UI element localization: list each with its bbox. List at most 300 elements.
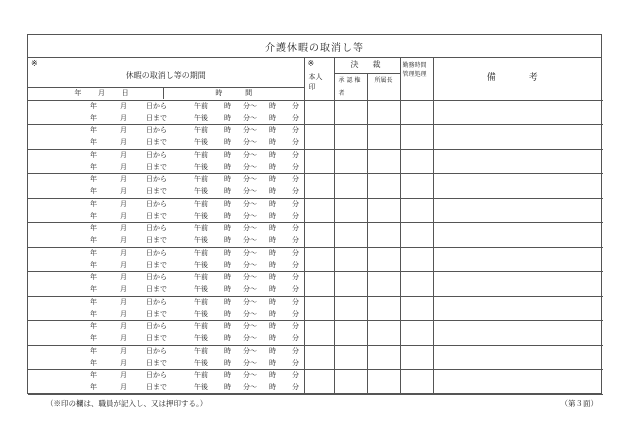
stamp-cell[interactable]: [304, 272, 334, 297]
period-hour: 時: [224, 236, 231, 244]
stamp-cell[interactable]: [304, 321, 334, 346]
period-min_to: 分: [292, 224, 299, 232]
period-hour2: 時: [269, 371, 276, 379]
stamp-cell[interactable]: [304, 247, 334, 272]
period-min_to: 分: [292, 187, 299, 195]
attendance-cell[interactable]: [400, 321, 433, 346]
remarks-cell[interactable]: [433, 247, 603, 272]
period-min_from: 分〜: [243, 334, 257, 342]
period-month: 月: [120, 383, 127, 391]
period-hour2: 時: [269, 101, 276, 110]
period-min_from: 分〜: [243, 126, 257, 134]
period-hour: 時: [224, 371, 231, 379]
chief-cell[interactable]: [367, 321, 400, 346]
period-min_to: 分: [292, 175, 299, 183]
period-year: 年: [90, 334, 97, 342]
period-min_to: 分: [292, 273, 299, 281]
period-day: 日まで: [146, 211, 167, 220]
period-year: 年: [90, 358, 97, 367]
period-hour: 時: [224, 224, 231, 232]
period-day: 日まで: [146, 236, 167, 244]
remarks-cell[interactable]: [433, 125, 603, 150]
period-hour: 時: [224, 309, 231, 318]
period-line: [28, 199, 304, 211]
period-line: [28, 211, 304, 223]
footer-note: （※印の欄は、職員が記入し、又は押印する。）: [46, 399, 208, 408]
chief-cell[interactable]: [367, 174, 400, 199]
period-ampm: 午前: [194, 371, 208, 379]
stamp-cell[interactable]: [304, 100, 334, 125]
period-year: 年: [90, 162, 97, 171]
approver-cell[interactable]: [334, 198, 367, 223]
period-cell[interactable]: [28, 247, 304, 272]
approver-char-2: 認: [346, 76, 353, 84]
period-day: 日まで: [146, 162, 167, 171]
period-hour2: 時: [269, 199, 276, 208]
period-min_to: 分: [292, 248, 299, 257]
approver-cell[interactable]: [334, 345, 367, 370]
period-min_from: 分〜: [243, 309, 257, 318]
leave-table: [28, 58, 603, 395]
period-min_from: 分〜: [243, 199, 257, 208]
chief-cell[interactable]: [367, 272, 400, 297]
period-min_from: 分〜: [243, 260, 257, 269]
table-row: [28, 100, 603, 125]
period-ampm: 午後: [194, 113, 208, 122]
period-hour2: 時: [269, 236, 276, 244]
period-day: 日まで: [146, 138, 167, 146]
period-cell[interactable]: [28, 100, 304, 125]
period-ampm: 午前: [194, 322, 208, 330]
stamp-mark: ※: [307, 59, 315, 68]
period-month: 月: [120, 285, 127, 293]
attendance-cell[interactable]: [400, 345, 433, 370]
period-year: 年: [90, 101, 97, 110]
approver-cell[interactable]: [334, 272, 367, 297]
period-header: 休暇の取消し等の期間: [125, 71, 206, 81]
attendance-cell[interactable]: [400, 149, 433, 174]
period-ampm: 午後: [194, 187, 208, 195]
period-month: 月: [120, 113, 127, 122]
remarks-cell[interactable]: [433, 370, 603, 395]
approver-cell[interactable]: [334, 149, 367, 174]
period-min_to: 分: [292, 113, 299, 122]
period-month: 月: [120, 138, 127, 146]
period-hour: 時: [224, 334, 231, 342]
table-row: [28, 272, 603, 297]
approver-cell[interactable]: [334, 223, 367, 248]
approver-char-3: 権: [354, 76, 361, 84]
attendance-cell[interactable]: [400, 223, 433, 248]
attendance-cell[interactable]: [400, 100, 433, 125]
period-hour2: 時: [269, 162, 276, 171]
stamp-cell[interactable]: [304, 296, 334, 321]
period-day: 日まで: [146, 334, 167, 342]
stamp-cell[interactable]: [304, 125, 334, 150]
period-day: 日まで: [146, 383, 167, 391]
period-day: 日まで: [146, 309, 167, 318]
period-hour2: 時: [269, 322, 276, 330]
remarks-cell[interactable]: [433, 223, 603, 248]
period-month: 月: [120, 371, 127, 379]
period-year: 年: [90, 224, 97, 232]
table-row: [28, 247, 603, 272]
period-hour: 時: [224, 211, 231, 220]
period-hour2: 時: [269, 187, 276, 195]
period-ampm: 午後: [194, 236, 208, 244]
period-line: [28, 309, 304, 321]
day-header: 日: [121, 89, 129, 98]
period-cell[interactable]: [28, 296, 304, 321]
period-day: 日まで: [146, 358, 167, 367]
period-cell[interactable]: [28, 125, 304, 150]
period-hour: 時: [224, 150, 231, 159]
period-year: 年: [90, 322, 97, 330]
period-line: [28, 174, 304, 186]
period-ampm: 午後: [194, 309, 208, 318]
period-header-cell: [28, 58, 304, 100]
period-day: 日まで: [146, 285, 167, 293]
period-hour: 時: [224, 126, 231, 134]
period-year: 年: [90, 346, 97, 355]
period-line: [28, 162, 304, 174]
period-ampm: 午後: [194, 138, 208, 146]
period-year: 年: [90, 138, 97, 146]
table-row: [28, 296, 603, 321]
period-min_from: 分〜: [243, 358, 257, 367]
remarks-cell[interactable]: [433, 174, 603, 199]
period-month: 月: [120, 322, 127, 330]
period-hour2: 時: [269, 175, 276, 183]
period-hour: 時: [224, 175, 231, 183]
period-month: 月: [120, 273, 127, 281]
period-cell[interactable]: [28, 272, 304, 297]
period-month: 月: [120, 334, 127, 342]
month-header: 月: [97, 89, 105, 98]
period-hour2: 時: [269, 383, 276, 391]
remarks-cell[interactable]: [433, 296, 603, 321]
period-cell[interactable]: [28, 149, 304, 174]
period-cell[interactable]: [28, 321, 304, 346]
period-year: 年: [90, 285, 97, 293]
attendance-cell[interactable]: [400, 370, 433, 395]
period-ampm: 午前: [194, 126, 208, 134]
period-hour2: 時: [269, 224, 276, 232]
chief-cell[interactable]: [367, 198, 400, 223]
attendance-cell[interactable]: [400, 247, 433, 272]
approver-header: [334, 73, 367, 100]
stamp-cell[interactable]: [304, 174, 334, 199]
period-line: [28, 150, 304, 162]
period-min_to: 分: [292, 101, 299, 110]
period-min_from: 分〜: [243, 383, 257, 391]
time-header-2: 間: [245, 89, 253, 98]
approver-cell[interactable]: [334, 321, 367, 346]
table-row: [28, 198, 603, 223]
period-hour2: 時: [269, 309, 276, 318]
attendance-cell[interactable]: [400, 174, 433, 199]
period-min_to: 分: [292, 383, 299, 391]
period-hour: 時: [224, 248, 231, 257]
period-line: [28, 125, 304, 137]
period-year: 年: [90, 273, 97, 281]
period-min_to: 分: [292, 260, 299, 269]
period-hour: 時: [224, 187, 231, 195]
page-number: （第３面）: [560, 399, 598, 408]
period-month: 月: [120, 187, 127, 195]
period-hour: 時: [224, 358, 231, 367]
remarks-cell[interactable]: [433, 272, 603, 297]
approver-cell[interactable]: [334, 125, 367, 150]
period-cell[interactable]: [28, 198, 304, 223]
approver-cell[interactable]: [334, 296, 367, 321]
period-min_to: 分: [292, 199, 299, 208]
period-month: 月: [120, 162, 127, 171]
period-day: 日まで: [146, 260, 167, 269]
period-ampm: 午前: [194, 248, 208, 257]
stamp-cell[interactable]: [304, 370, 334, 395]
period-min_from: 分〜: [243, 150, 257, 159]
period-min_from: 分〜: [243, 101, 257, 110]
period-day: 日から: [146, 346, 167, 355]
period-min_from: 分〜: [243, 346, 257, 355]
period-month: 月: [120, 309, 127, 318]
remarks-cell[interactable]: [433, 345, 603, 370]
table-row: [28, 174, 603, 199]
period-min_from: 分〜: [243, 273, 257, 281]
period-ampm: 午前: [194, 199, 208, 208]
period-month: 月: [120, 126, 127, 134]
period-hour: 時: [224, 260, 231, 269]
period-day: 日から: [146, 273, 167, 281]
chief-header: 所属長: [367, 73, 400, 100]
period-cell[interactable]: [28, 174, 304, 199]
period-min_to: 分: [292, 236, 299, 244]
period-min_from: 分〜: [243, 248, 257, 257]
period-sub-header: [28, 87, 304, 99]
period-year: 年: [90, 175, 97, 183]
period-year: 年: [90, 199, 97, 208]
approver-cell[interactable]: [334, 370, 367, 395]
remarks-cell[interactable]: [433, 198, 603, 223]
chief-cell[interactable]: [367, 223, 400, 248]
period-hour2: 時: [269, 260, 276, 269]
period-line: [28, 113, 304, 125]
period-min_from: 分〜: [243, 285, 257, 293]
period-min_from: 分〜: [243, 187, 257, 195]
stamp-cell[interactable]: [304, 345, 334, 370]
period-ampm: 午後: [194, 260, 208, 269]
period-hour: 時: [224, 113, 231, 122]
year-header: 年: [74, 89, 82, 98]
period-min_from: 分〜: [243, 211, 257, 220]
period-cell[interactable]: [28, 345, 304, 370]
period-line: [28, 370, 304, 382]
period-month: 月: [120, 248, 127, 257]
period-min_to: 分: [292, 126, 299, 134]
period-ampm: 午前: [194, 175, 208, 183]
chief-cell[interactable]: [367, 370, 400, 395]
period-min_to: 分: [292, 322, 299, 330]
required-mark: ※: [31, 59, 38, 68]
period-day: 日まで: [146, 113, 167, 122]
period-month: 月: [120, 297, 127, 306]
period-line: [28, 223, 304, 235]
period-day: 日から: [146, 175, 167, 183]
period-ampm: 午前: [194, 150, 208, 159]
period-hour2: 時: [269, 358, 276, 367]
period-year: 年: [90, 248, 97, 257]
period-line: [28, 101, 304, 113]
period-cell[interactable]: [28, 370, 304, 395]
period-hour2: 時: [269, 297, 276, 306]
table-row: [28, 370, 603, 395]
period-hour2: 時: [269, 273, 276, 281]
period-min_from: 分〜: [243, 113, 257, 122]
period-year: 年: [90, 236, 97, 244]
period-line: [28, 358, 304, 370]
table-row: [28, 125, 603, 150]
period-ampm: 午後: [194, 383, 208, 391]
period-min_from: 分〜: [243, 297, 257, 306]
period-ampm: 午前: [194, 297, 208, 306]
period-day: 日から: [146, 224, 167, 232]
period-hour2: 時: [269, 126, 276, 134]
table-row: [28, 223, 603, 248]
period-min_from: 分〜: [243, 138, 257, 146]
table-row: [28, 321, 603, 346]
period-hour2: 時: [269, 248, 276, 257]
attendance-cell[interactable]: [400, 272, 433, 297]
period-ampm: 午後: [194, 334, 208, 342]
chief-cell[interactable]: [367, 345, 400, 370]
stamp-cell[interactable]: [304, 223, 334, 248]
chief-cell[interactable]: [367, 100, 400, 125]
period-day: 日から: [146, 371, 167, 379]
period-day: 日から: [146, 101, 167, 110]
period-day: 日から: [146, 297, 167, 306]
period-ampm: 午後: [194, 358, 208, 367]
form-title: 介護休暇の取消し等: [28, 35, 601, 58]
period-hour2: 時: [269, 334, 276, 342]
period-cell[interactable]: [28, 223, 304, 248]
form-sheet: [27, 34, 602, 394]
period-hour: 時: [224, 162, 231, 171]
stamp-header-cell: [304, 58, 334, 100]
period-hour: 時: [224, 297, 231, 306]
period-min_to: 分: [292, 297, 299, 306]
period-line: [28, 333, 304, 345]
period-month: 月: [120, 236, 127, 244]
period-line: [28, 186, 304, 198]
period-hour: 時: [224, 138, 231, 146]
period-year: 年: [90, 150, 97, 159]
period-month: 月: [120, 224, 127, 232]
chief-cell[interactable]: [367, 247, 400, 272]
table-row: [28, 345, 603, 370]
stamp-label: 本人印: [308, 73, 323, 91]
remarks-cell[interactable]: [433, 321, 603, 346]
chief-cell[interactable]: [367, 149, 400, 174]
attendance-cell[interactable]: [400, 198, 433, 223]
period-day: 日まで: [146, 187, 167, 195]
period-hour: 時: [224, 383, 231, 391]
period-min_from: 分〜: [243, 162, 257, 171]
period-min_from: 分〜: [243, 236, 257, 244]
chief-cell[interactable]: [367, 125, 400, 150]
period-line: [28, 137, 304, 149]
period-min_to: 分: [292, 334, 299, 342]
period-min_to: 分: [292, 162, 299, 171]
period-hour2: 時: [269, 138, 276, 146]
period-hour: 時: [224, 285, 231, 293]
approver-cell[interactable]: [334, 174, 367, 199]
approver-cell[interactable]: [334, 100, 367, 125]
period-month: 月: [120, 101, 127, 110]
period-hour2: 時: [269, 285, 276, 293]
period-line: [28, 248, 304, 260]
period-ampm: 午後: [194, 211, 208, 220]
period-year: 年: [90, 187, 97, 195]
period-min_from: 分〜: [243, 371, 257, 379]
period-ampm: 午後: [194, 285, 208, 293]
period-min_to: 分: [292, 371, 299, 379]
remarks-header: 備 考: [433, 58, 603, 100]
period-day: 日から: [146, 126, 167, 134]
period-hour2: 時: [269, 113, 276, 122]
attendance-cell[interactable]: [400, 125, 433, 150]
period-year: 年: [90, 126, 97, 134]
attendance-cell[interactable]: [400, 296, 433, 321]
period-hour: 時: [224, 101, 231, 110]
header-row-1: [28, 58, 603, 73]
period-month: 月: [120, 260, 127, 269]
period-month: 月: [120, 199, 127, 208]
period-day: 日から: [146, 199, 167, 208]
stamp-cell[interactable]: [304, 149, 334, 174]
period-min_from: 分〜: [243, 224, 257, 232]
period-min_to: 分: [292, 150, 299, 159]
period-month: 月: [120, 358, 127, 367]
attendance-header: 勤務時間管理処理: [400, 58, 433, 100]
chief-cell[interactable]: [367, 296, 400, 321]
period-line: [28, 346, 304, 358]
period-min_to: 分: [292, 309, 299, 318]
period-min_to: 分: [292, 346, 299, 355]
period-line: [28, 297, 304, 309]
period-hour2: 時: [269, 150, 276, 159]
period-year: 年: [90, 383, 97, 391]
period-year: 年: [90, 113, 97, 122]
period-month: 月: [120, 211, 127, 220]
period-hour: 時: [224, 346, 231, 355]
period-ampm: 午後: [194, 162, 208, 171]
period-ampm: 午前: [194, 346, 208, 355]
period-month: 月: [120, 175, 127, 183]
stamp-cell[interactable]: [304, 198, 334, 223]
time-header-1: 時: [215, 89, 223, 98]
period-year: 年: [90, 371, 97, 379]
period-year: 年: [90, 297, 97, 306]
remarks-cell[interactable]: [433, 100, 603, 125]
table-row: [28, 149, 603, 174]
period-line: [28, 382, 304, 394]
date-sub-header: [28, 88, 164, 99]
period-line: [28, 321, 304, 333]
period-min_from: 分〜: [243, 175, 257, 183]
approver-cell[interactable]: [334, 247, 367, 272]
remarks-cell[interactable]: [433, 149, 603, 174]
